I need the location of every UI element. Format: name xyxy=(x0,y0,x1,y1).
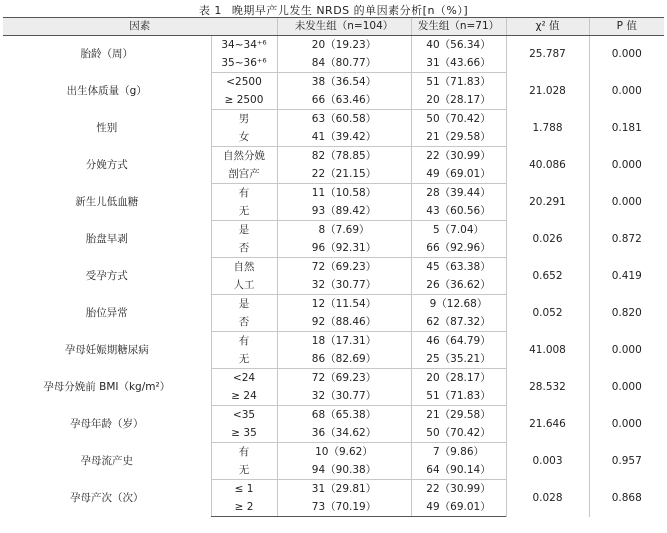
level-cell: ≥ 24 xyxy=(211,387,277,406)
table-body xyxy=(3,36,664,517)
event-cell: 21（29.58） xyxy=(411,406,506,425)
chi2-cell: 0.652 xyxy=(506,258,589,295)
no-event-cell: 82（78.85） xyxy=(277,147,411,166)
level-cell: 有 xyxy=(211,184,277,203)
p-value-cell: 0.957 xyxy=(589,443,664,480)
level-cell: 自然 xyxy=(211,258,277,277)
no-event-cell: 22（21.15） xyxy=(277,165,411,184)
table-row xyxy=(3,147,664,166)
level-cell: 有 xyxy=(211,443,277,462)
level-cell: 无 xyxy=(211,461,277,480)
no-event-cell: 12（11.54） xyxy=(277,295,411,314)
event-cell: 51（71.83） xyxy=(411,73,506,92)
no-event-cell: 8（7.69） xyxy=(277,221,411,240)
factor-cell: 孕母年龄（岁） xyxy=(70,417,144,430)
p-value-cell: 0.000 xyxy=(589,184,664,221)
factor-cell: 受孕方式 xyxy=(85,269,128,282)
no-event-cell: 93（89.42） xyxy=(277,202,411,221)
level-cell: 是 xyxy=(211,295,277,314)
header-event: 发生组（n=71） xyxy=(411,18,506,36)
no-event-cell: 72（69.23） xyxy=(277,369,411,388)
table-row xyxy=(3,36,664,55)
header-chi2: χ² 值 xyxy=(506,18,589,36)
no-event-cell: 94（90.38） xyxy=(277,461,411,480)
p-value-cell: 0.868 xyxy=(589,480,664,517)
no-event-cell: 73（70.19） xyxy=(277,498,411,517)
event-cell: 51（71.83） xyxy=(411,387,506,406)
table-row xyxy=(3,369,664,388)
no-event-cell: 68（65.38） xyxy=(277,406,411,425)
p-value-cell: 0.419 xyxy=(589,258,664,295)
event-cell: 46（64.79） xyxy=(411,332,506,351)
table-caption xyxy=(0,2,667,18)
header-p: P 值 xyxy=(589,18,664,36)
event-cell: 21（29.58） xyxy=(411,128,506,147)
event-cell: 22（30.99） xyxy=(411,147,506,166)
p-value-cell: 0.000 xyxy=(589,73,664,110)
event-cell: 64（90.14） xyxy=(411,461,506,480)
event-cell: 62（87.32） xyxy=(411,313,506,332)
factor-cell: 性别 xyxy=(96,121,118,134)
factor-cell: 孕母产次（次） xyxy=(70,491,144,504)
table-row xyxy=(3,258,664,277)
factor-cell: 胎龄（周） xyxy=(80,47,133,60)
p-value-cell: 0.820 xyxy=(589,295,664,332)
p-value-cell: 0.000 xyxy=(589,147,664,184)
table-row xyxy=(3,443,664,462)
factor-cell: 孕母妊娠期糖尿病 xyxy=(64,343,149,356)
table-unit: [n（%）] xyxy=(422,4,469,17)
factor-cell: 孕母流产史 xyxy=(80,454,133,467)
level-cell: 人工 xyxy=(211,276,277,295)
event-cell: 22（30.99） xyxy=(411,480,506,499)
table-title: 晚期早产儿发生 NRDS 的单因素分析 xyxy=(231,4,423,17)
level-cell: ≥ 35 xyxy=(211,424,277,443)
factor-cell: 新生儿低血糖 xyxy=(75,195,139,208)
univariate-table xyxy=(3,17,664,517)
event-cell: 20（28.17） xyxy=(411,91,506,110)
chi2-cell: 21.646 xyxy=(506,406,589,443)
chi2-cell: 41.008 xyxy=(506,332,589,369)
no-event-cell: 84（80.77） xyxy=(277,54,411,73)
table-row xyxy=(3,295,664,314)
event-cell: 50（70.42） xyxy=(411,110,506,129)
no-event-cell: 96（92.31） xyxy=(277,239,411,258)
table-row xyxy=(3,406,664,425)
chi2-cell: 28.532 xyxy=(506,369,589,406)
event-cell: 45（63.38） xyxy=(411,258,506,277)
event-cell: 40（56.34） xyxy=(411,36,506,55)
chi2-cell: 0.052 xyxy=(506,295,589,332)
no-event-cell: 66（63.46） xyxy=(277,91,411,110)
level-cell: ≤ 1 xyxy=(211,480,277,499)
p-value-cell: 0.000 xyxy=(589,369,664,406)
event-cell: 7（9.86） xyxy=(411,443,506,462)
event-cell: 25（35.21） xyxy=(411,350,506,369)
level-cell: 否 xyxy=(211,313,277,332)
event-cell: 49（69.01） xyxy=(411,165,506,184)
level-cell: 剖宫产 xyxy=(211,165,277,184)
p-value-cell: 0.000 xyxy=(589,332,664,369)
chi2-cell: 21.028 xyxy=(506,73,589,110)
no-event-cell: 20（19.23） xyxy=(277,36,411,55)
table-row xyxy=(3,110,664,129)
no-event-cell: 11（10.58） xyxy=(277,184,411,203)
no-event-cell: 38（36.54） xyxy=(277,73,411,92)
no-event-cell: 32（30.77） xyxy=(277,276,411,295)
header-no-event: 未发生组（n=104） xyxy=(277,18,411,36)
chi2-cell: 0.026 xyxy=(506,221,589,258)
header-factor: 因素 xyxy=(3,18,277,36)
event-cell: 9（12.68） xyxy=(411,295,506,314)
level-cell: 无 xyxy=(211,202,277,221)
level-cell: 女 xyxy=(211,128,277,147)
no-event-cell: 41（39.42） xyxy=(277,128,411,147)
header-row xyxy=(3,18,664,36)
table-row xyxy=(3,221,664,240)
chi2-cell: 40.086 xyxy=(506,147,589,184)
table-row xyxy=(3,73,664,92)
level-cell: <35 xyxy=(211,406,277,425)
level-cell: 自然分娩 xyxy=(211,147,277,166)
event-cell: 28（39.44） xyxy=(411,184,506,203)
factor-cell: 出生体质量（g） xyxy=(66,84,147,97)
no-event-cell: 63（60.58） xyxy=(277,110,411,129)
no-event-cell: 10（9.62） xyxy=(277,443,411,462)
event-cell: 20（28.17） xyxy=(411,369,506,388)
chi2-cell: 0.003 xyxy=(506,443,589,480)
level-cell: 否 xyxy=(211,239,277,258)
event-cell: 50（70.42） xyxy=(411,424,506,443)
level-cell: 35~36⁺⁶ xyxy=(211,54,277,73)
level-cell: <24 xyxy=(211,369,277,388)
factor-cell: 胎盘早剥 xyxy=(85,232,128,245)
event-cell: 66（92.96） xyxy=(411,239,506,258)
level-cell: 34~34⁺⁶ xyxy=(211,36,277,55)
table-row xyxy=(3,184,664,203)
level-cell: <2500 xyxy=(211,73,277,92)
chi2-cell: 1.788 xyxy=(506,110,589,147)
chi2-cell: 20.291 xyxy=(506,184,589,221)
table-row xyxy=(3,332,664,351)
level-cell: 有 xyxy=(211,332,277,351)
factor-cell: 分娩方式 xyxy=(85,158,128,171)
level-cell: ≥ 2 xyxy=(211,498,277,517)
level-cell: 是 xyxy=(211,221,277,240)
p-value-cell: 0.872 xyxy=(589,221,664,258)
no-event-cell: 36（34.62） xyxy=(277,424,411,443)
p-value-cell: 0.000 xyxy=(589,36,664,73)
event-cell: 31（43.66） xyxy=(411,54,506,73)
level-cell: ≥ 2500 xyxy=(211,91,277,110)
no-event-cell: 32（30.77） xyxy=(277,387,411,406)
no-event-cell: 86（82.69） xyxy=(277,350,411,369)
level-cell: 无 xyxy=(211,350,277,369)
event-cell: 43（60.56） xyxy=(411,202,506,221)
level-cell: 男 xyxy=(211,110,277,129)
factor-cell: 孕母分娩前 BMI（kg/m²） xyxy=(43,380,171,393)
table-row xyxy=(3,480,664,499)
no-event-cell: 72（69.23） xyxy=(277,258,411,277)
event-cell: 26（36.62） xyxy=(411,276,506,295)
no-event-cell: 31（29.81） xyxy=(277,480,411,499)
event-cell: 49（69.01） xyxy=(411,498,506,517)
chi2-cell: 0.028 xyxy=(506,480,589,517)
event-cell: 5（7.04） xyxy=(411,221,506,240)
table-number: 表 1 xyxy=(198,4,222,17)
no-event-cell: 18（17.31） xyxy=(277,332,411,351)
p-value-cell: 0.181 xyxy=(589,110,664,147)
factor-cell: 胎位异常 xyxy=(85,306,128,319)
no-event-cell: 92（88.46） xyxy=(277,313,411,332)
chi2-cell: 25.787 xyxy=(506,36,589,73)
p-value-cell: 0.000 xyxy=(589,406,664,443)
